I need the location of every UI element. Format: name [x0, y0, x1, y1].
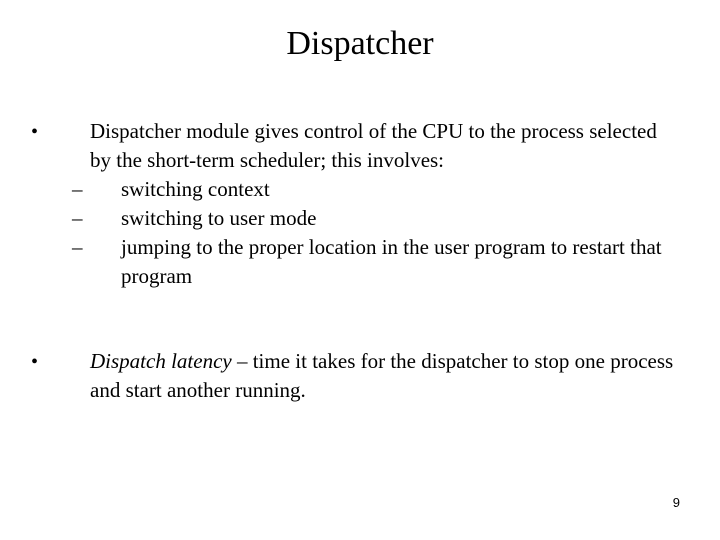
- sub-item-text: switching to user mode: [121, 206, 317, 230]
- bullet-marker: •: [31, 351, 39, 373]
- sub-item-user-mode: [72, 204, 680, 233]
- sub-item-dash: –: [72, 206, 83, 230]
- sub-item-dash: –: [72, 235, 83, 259]
- sub-item-jumping: [72, 233, 680, 291]
- slide-title: Dispatcher: [286, 25, 434, 62]
- bullet-marker: •: [31, 121, 39, 143]
- sub-item-text: switching context: [121, 177, 270, 201]
- page-number: 9: [672, 495, 680, 510]
- sub-list: [72, 175, 680, 291]
- bullet-text: Dispatcher module gives control of the CPU to the process selected by the short-term scheduler; this involves:: [90, 119, 657, 172]
- sub-item-switching-context: [72, 175, 680, 204]
- bullet-term: Dispatch latency: [90, 349, 232, 373]
- sub-item-text: jumping to the proper location in the user program to restart that program: [121, 235, 662, 288]
- bullet-text-block: [90, 347, 680, 405]
- bullet-text: – time it takes for the dispatcher to stop one process and start another running.: [90, 349, 674, 402]
- bullet-text-block: [72, 117, 680, 291]
- sub-item-dash: –: [72, 177, 83, 201]
